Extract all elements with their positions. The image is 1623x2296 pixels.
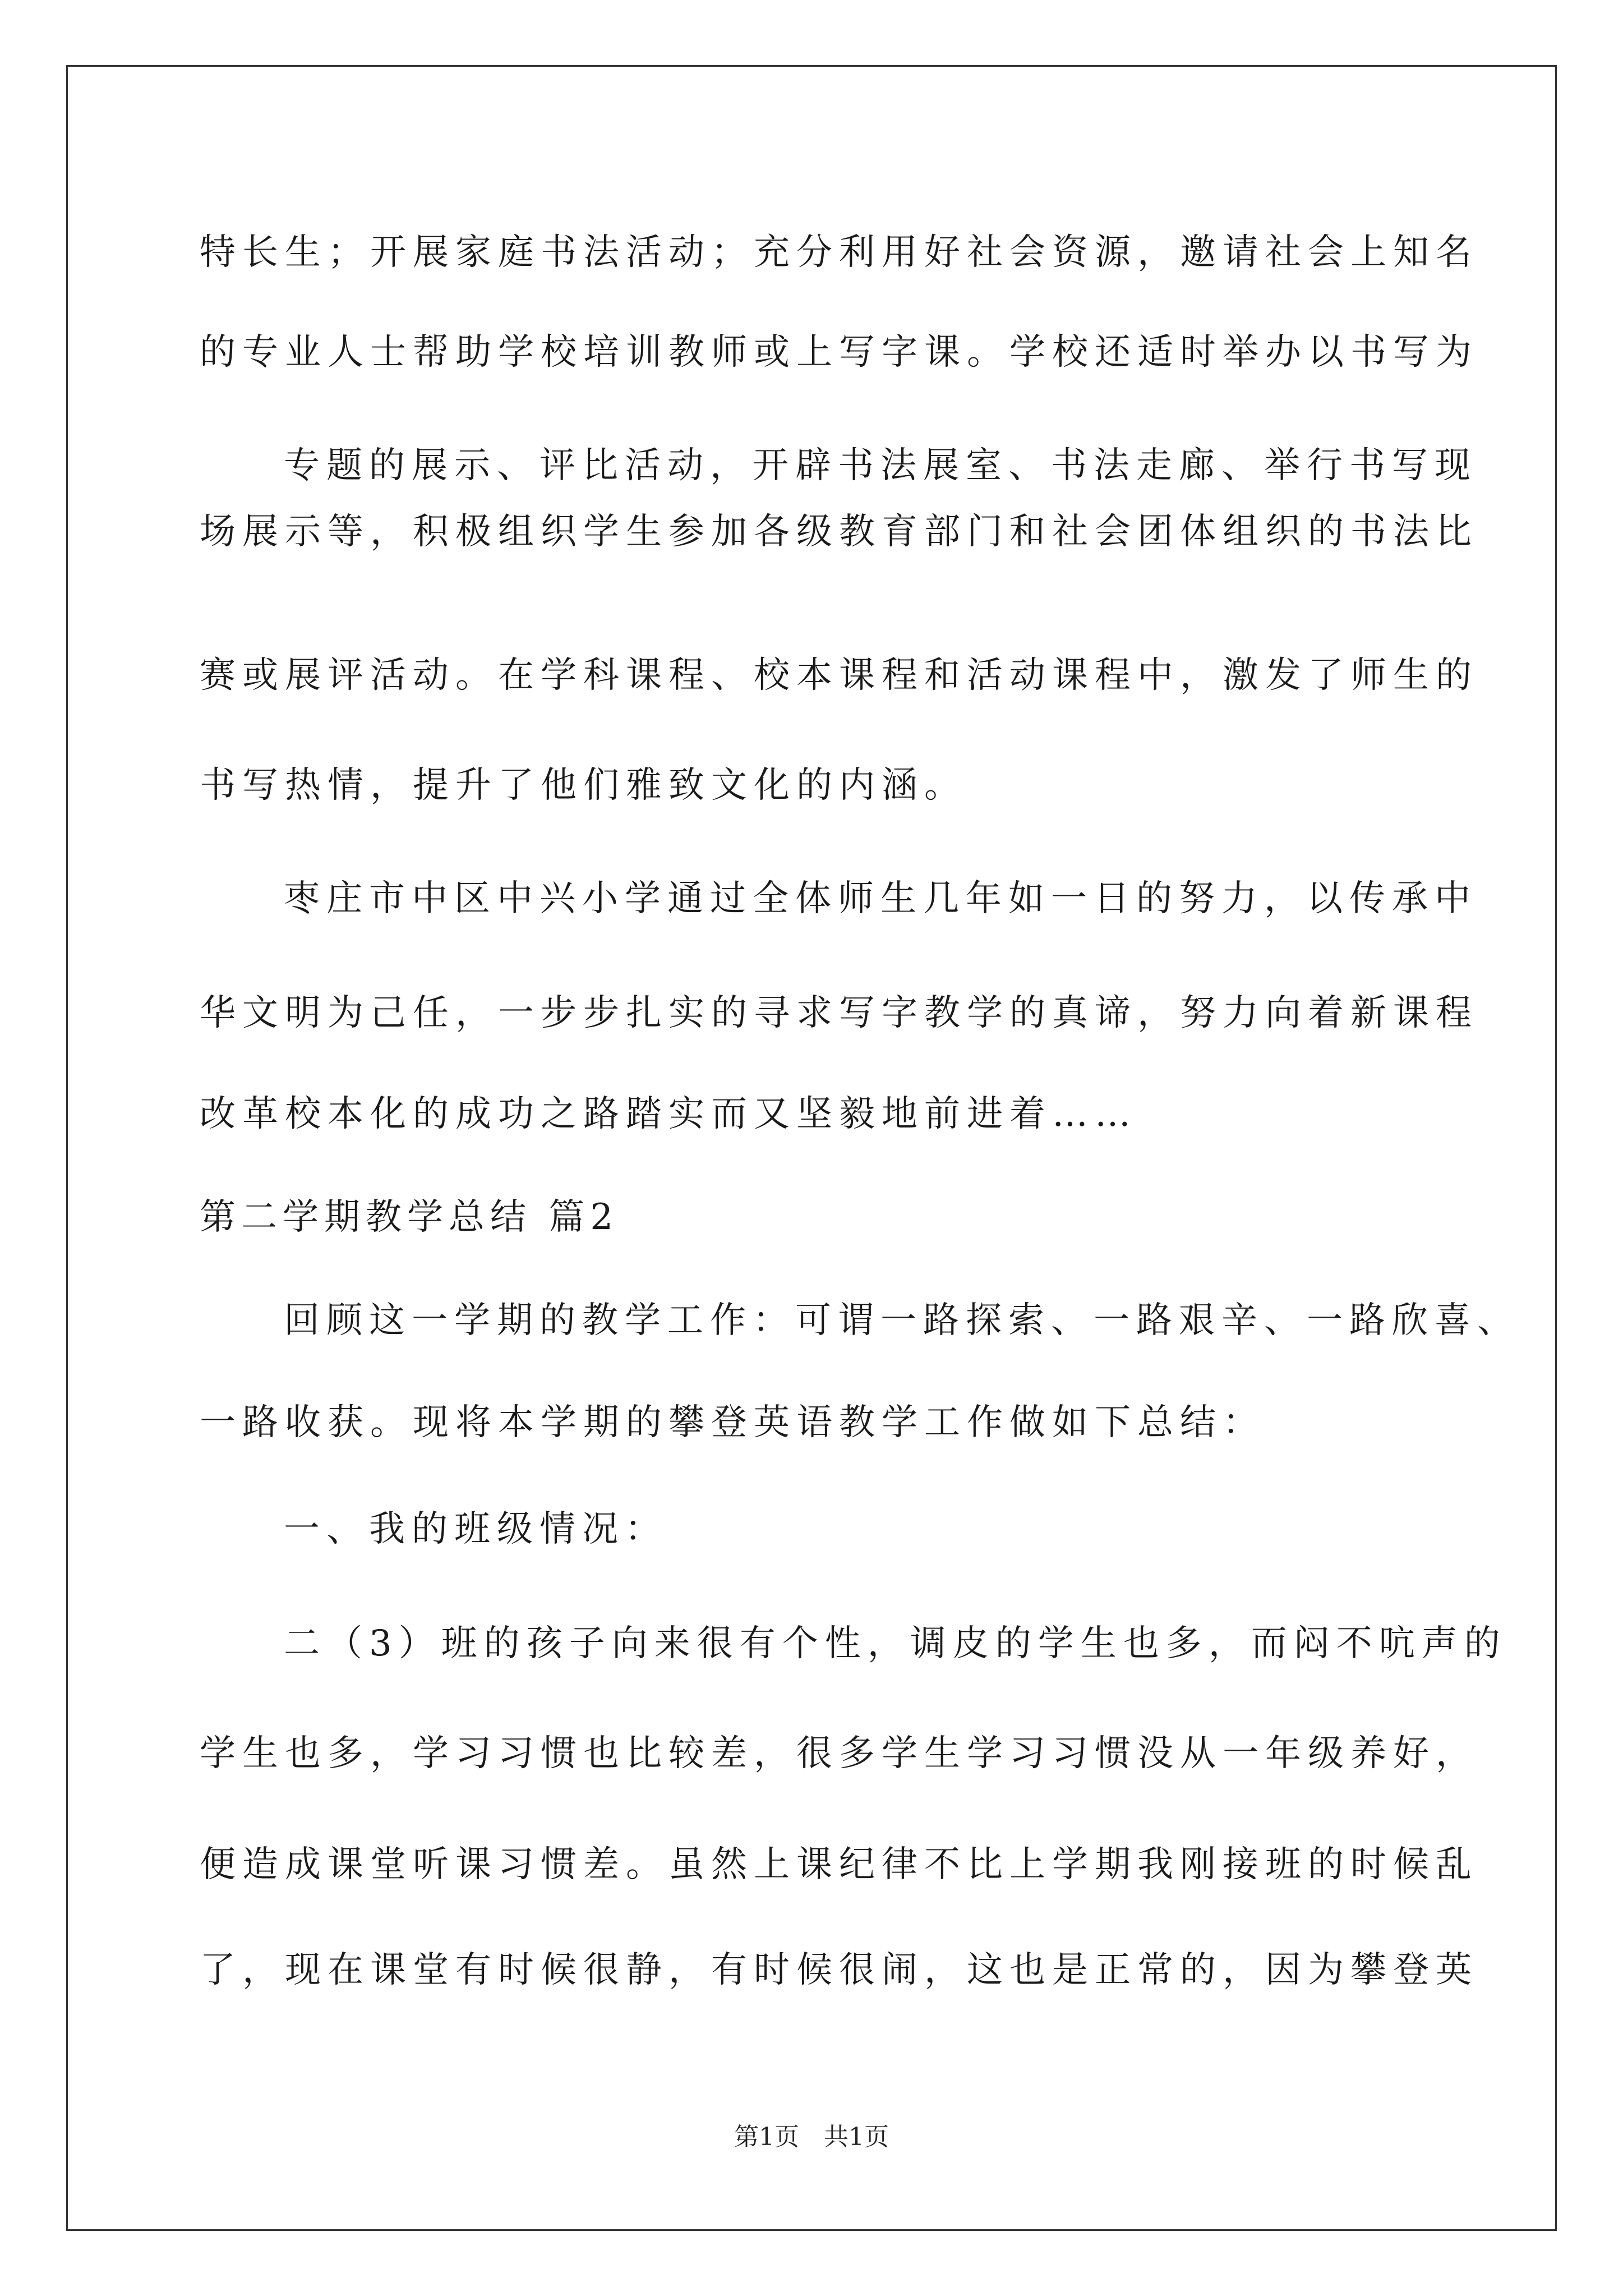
page-footer: 第1页 共1页 xyxy=(734,2123,889,2151)
body-line-6: 书写热情，提升了他们雅致文化的内涵。 xyxy=(200,765,967,806)
body-line-7: 枣庄市中区中兴小学通过全体师生几年如一日的努力，以传承中 xyxy=(284,878,1477,919)
section-heading: 第二学期教学总结 篇2 xyxy=(200,1197,619,1238)
body-line-5: 赛或展评活动。在学科课程、校本课程和活动课程中，激发了师生的 xyxy=(200,655,1478,696)
body-line-9: 改革校本化的成功之路踏实而又坚毅地前进着…… xyxy=(200,1093,1137,1135)
body-line-14: 学生也多，学习习惯也比较差，很多学生学习习惯没从一年级养好， xyxy=(200,1733,1478,1774)
body-line-15: 便造成课堂听课习惯差。虽然上课纪律不比上学期我刚接班的时候乱 xyxy=(200,1844,1478,1885)
page-frame xyxy=(66,65,1557,2231)
body-line-10: 回顾这一学期的教学工作：可谓一路探索、一路艰辛、一路欣喜、 xyxy=(284,1300,1520,1341)
body-line-11: 一路收获。现将本学期的攀登英语教学工作做如下总结： xyxy=(200,1402,1265,1443)
body-line-12: 一、我的班级情况： xyxy=(284,1508,667,1550)
body-line-3: 专题的展示、评比活动，开辟书法展室、书法走廊、举行书写现 xyxy=(284,445,1477,486)
body-line-1: 特长生；开展家庭书法活动；充分利用好社会资源，邀请社会上知名 xyxy=(200,232,1478,273)
body-line-16: 了，现在课堂有时候很静，有时候很闹，这也是正常的，因为攀登英 xyxy=(200,1949,1478,1991)
body-line-2: 的专业人士帮助学校培训教师或上写字课。学校还适时举办以书写为 xyxy=(200,332,1478,373)
body-line-4: 场展示等，积极组织学生参加各级教育部门和社会团体组织的书法比 xyxy=(200,511,1478,553)
body-line-13: 二（3）班的孩子向来很有个性，调皮的学生也多，而闷不吭声的 xyxy=(284,1623,1507,1664)
body-line-8: 华文明为己任，一步步扎实的寻求写字教学的真谛，努力向着新课程 xyxy=(200,992,1478,1034)
